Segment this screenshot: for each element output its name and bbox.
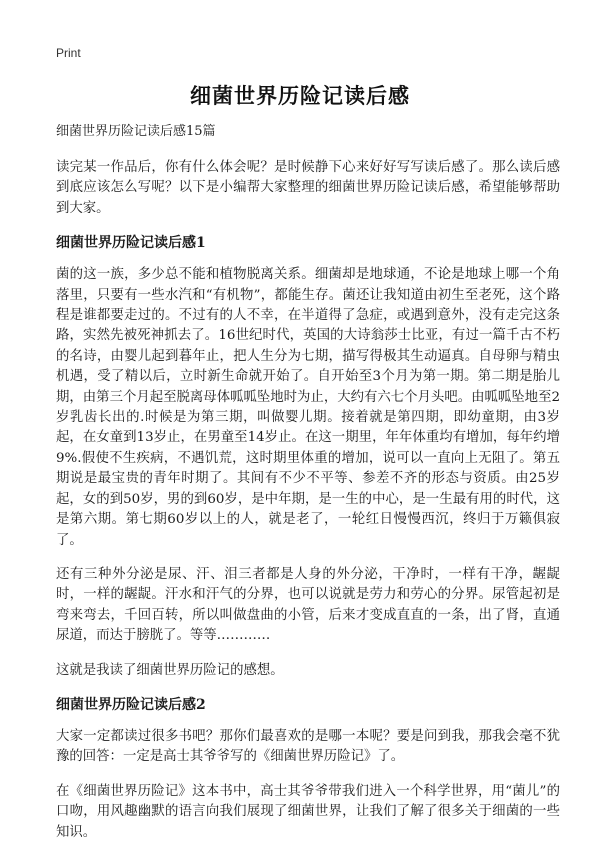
section-1-paragraph-1: 菌的这一族，多少总不能和植物脱离关系。细菌却是地球通，不论是地球上哪一个角落里，只要有一些水汽和“有机物”，都能生存。菌还让我知道由初生至老死，这个路程是谁都要走过的。不过有的人不幸，在半道得了急症，或遇到意外，没有走完这条路，实然先被死神抓去了。16世纪时代，英国的大诗翁莎士比亚，有过一篇千古不朽的名诗，由婴儿起到暮年止，把人生分为七期，描写得极其生动逼真。自母卵与精虫机遇，受了精以后，立时新生命就开始了。自开始至3个月为第一期。第二期是胎儿期，由第三个月起至脱离母体呱呱坠地时为止，大约有六七个月头吧。由呱呱坠地至2岁乳齿长出的.时候是为第三期，叫做婴儿期。接着就是第四期，即幼童期，由3岁起，在女童到13岁止，在男童至14岁止。在这一期里，年年体重均有增加，每年约增9%.假使不生疾病，不遇饥荒，这时期里体重的增加，说可以一直向上无阻了。第五期说是最宝贵的青年时期了。其间有不少不平等、参差不齐的形态与资质。由25岁起，女的到50岁，男的到60岁，是中年期，是一生的中心，是一生最有用的时代，这是第六期。第七期60岁以上的人，就是老了，一轮红日慢慢西沉，终归于万籁俱寂了。 [56, 267, 560, 548]
article-body [56, 122, 560, 857]
section-heading-1: 细菌世界历险记读后感1 [56, 235, 206, 252]
section-1-paragraph-3: 这就是我读了细菌世界历险记的感想。 [56, 662, 284, 678]
print-link[interactable]: Print [56, 46, 81, 60]
section-heading-2: 细菌世界历险记读后感2 [56, 696, 206, 713]
article-subtitle: 细菌世界历险记读后感15篇 [56, 124, 216, 139]
section-2-paragraph-1: 大家一定都读过很多书吧？那你们最喜欢的是哪一本呢？要是问到我，那我会毫不犹豫的回答：一定是高士其爷爷写的《细菌世界历险记》了。 [56, 728, 560, 765]
intro-paragraph: 读完某一作品后，你有什么体会呢？是时候静下心来好好写写读后感了。那么读后感到底应该怎么写呢？以下是小编帮大家整理的细菌世界历险记读后感，希望能够帮助到大家。 [56, 160, 560, 216]
page-title: 细菌世界历险记读后感 [190, 83, 410, 108]
section-2-paragraph-2: 在《细菌世界历险记》这本书中，高士其爷爷带我们进入一个科学世界，用“菌儿”的口吻，用风趣幽默的语言向我们展现了细菌世界，让我们了解了很多关于细菌的一些知识。 [56, 783, 560, 840]
section-1-paragraph-2: 还有三种外分泌是尿、汗、泪三者都是人身的外分泌，干净时，一样有干净，龌龊时，一样的龌龊。汗水和汗气的分界，也可以说就是劳力和劳心的分界。尿管起初是弯来弯去，千回百转，所以叫做盘曲的小管，后来才变成直直的一条，出了肾，直通尿道，而达于膀胱了。等等………… [56, 566, 560, 644]
